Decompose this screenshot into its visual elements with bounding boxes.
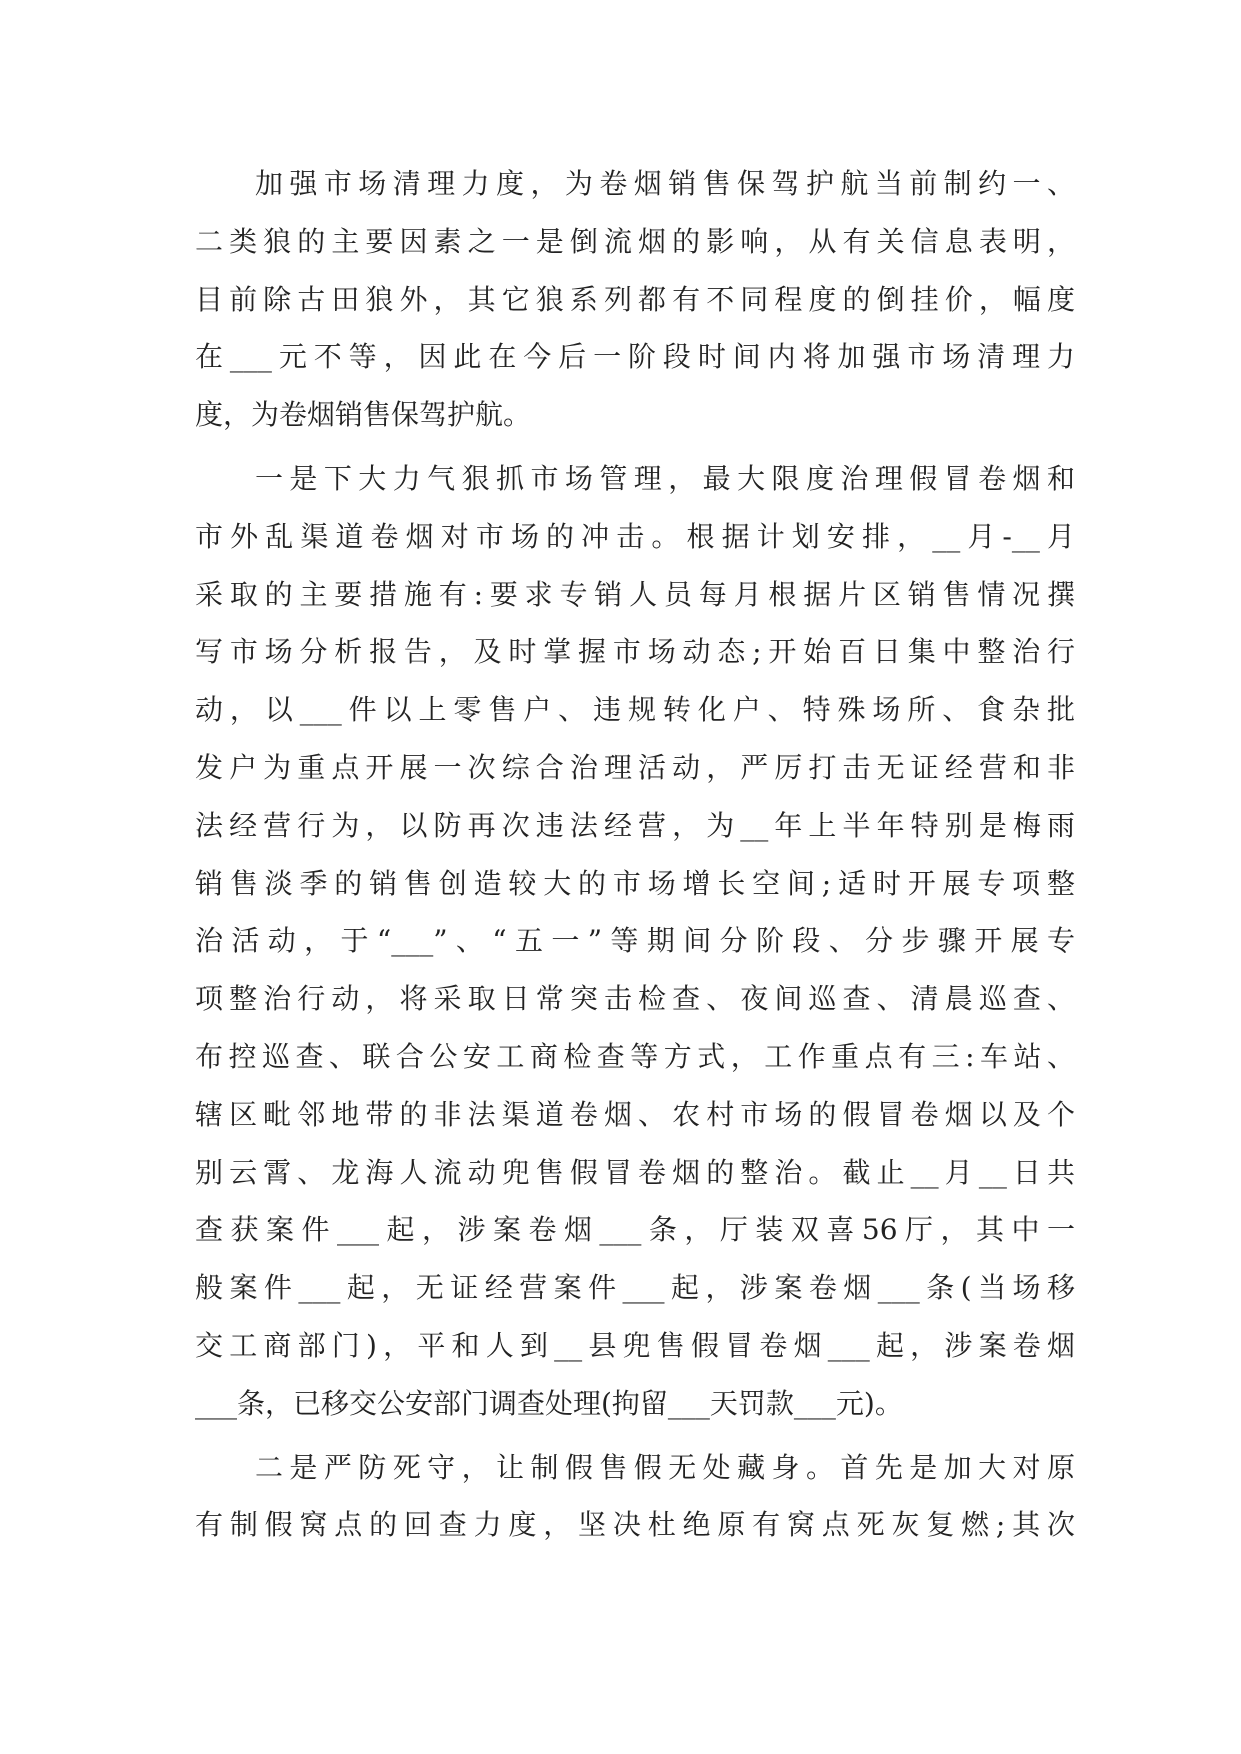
document-page <box>195 155 1075 1554</box>
text-line: 般案件___起，无证经营案件___起，涉案卷烟___条(当场移 <box>195 1271 1075 1305</box>
text-line: 在___元不等，因此在今后一阶段时间内将加强市场清理力 <box>195 340 1075 374</box>
text-line: 二是严防死守，让制假售假无处藏身。首先是加大对原 <box>255 1450 1075 1484</box>
text-line: 市外乱渠道卷烟对市场的冲击。根据计划安排，__月-__月 <box>195 519 1075 553</box>
text-line: 动，以___件以上零售户、违规转化户、特殊场所、食杂批 <box>195 693 1075 727</box>
text-line: 一是下大力气狠抓市场管理，最大限度治理假冒卷烟和 <box>255 461 1075 495</box>
text-line: 二类狼的主要因素之一是倒流烟的影响，从有关信息表明， <box>195 224 1075 258</box>
text-line: 交工商部门)，平和人到__县兜售假冒卷烟___起，涉案卷烟 <box>195 1328 1075 1362</box>
paragraph-strict-defense <box>195 1439 1075 1555</box>
text-line: 别云霄、龙海人流动兜售假冒卷烟的整治。截止__月__日共 <box>195 1155 1075 1189</box>
paragraph-market-cleanup <box>195 155 1075 444</box>
paragraph-market-management <box>195 450 1075 1433</box>
text-line: 写市场分析报告，及时掌握市场动态;开始百日集中整治行 <box>195 635 1075 669</box>
text-line: 布控巡查、联合公安工商检查等方式，工作重点有三:车站、 <box>195 1039 1075 1073</box>
text-line: 治活动，于“___”、“五一”等期间分阶段、分步骤开展专 <box>195 924 1075 958</box>
text-line: ___条，已移交公安部门调查处理(拘留___天罚款___元)。 <box>195 1386 903 1420</box>
text-line: 法经营行为，以防再次违法经营，为__年上半年特别是梅雨 <box>195 808 1075 842</box>
text-line: 有制假窝点的回查力度，坚决杜绝原有窝点死灰复燃;其次 <box>195 1508 1075 1542</box>
text-line: 查获案件___起，涉案卷烟___条，厅装双喜56厅，其中一 <box>195 1213 1075 1247</box>
text-line: 销售淡季的销售创造较大的市场增长空间;适时开展专项整 <box>195 866 1075 900</box>
text-line: 辖区毗邻地带的非法渠道卷烟、农村市场的假冒卷烟以及个 <box>195 1097 1075 1131</box>
text-line: 项整治行动，将采取日常突击检查、夜间巡查、清晨巡查、 <box>195 982 1075 1016</box>
text-line: 度，为卷烟销售保驾护航。 <box>195 398 532 432</box>
text-line: 目前除古田狼外，其它狼系列都有不同程度的倒挂价，幅度 <box>195 282 1075 316</box>
text-line: 采取的主要措施有:要求专销人员每月根据片区销售情况撰 <box>195 577 1075 611</box>
text-line: 加强市场清理力度，为卷烟销售保驾护航当前制约一、 <box>255 167 1075 200</box>
text-line: 发户为重点开展一次综合治理活动，严厉打击无证经营和非 <box>195 750 1075 784</box>
